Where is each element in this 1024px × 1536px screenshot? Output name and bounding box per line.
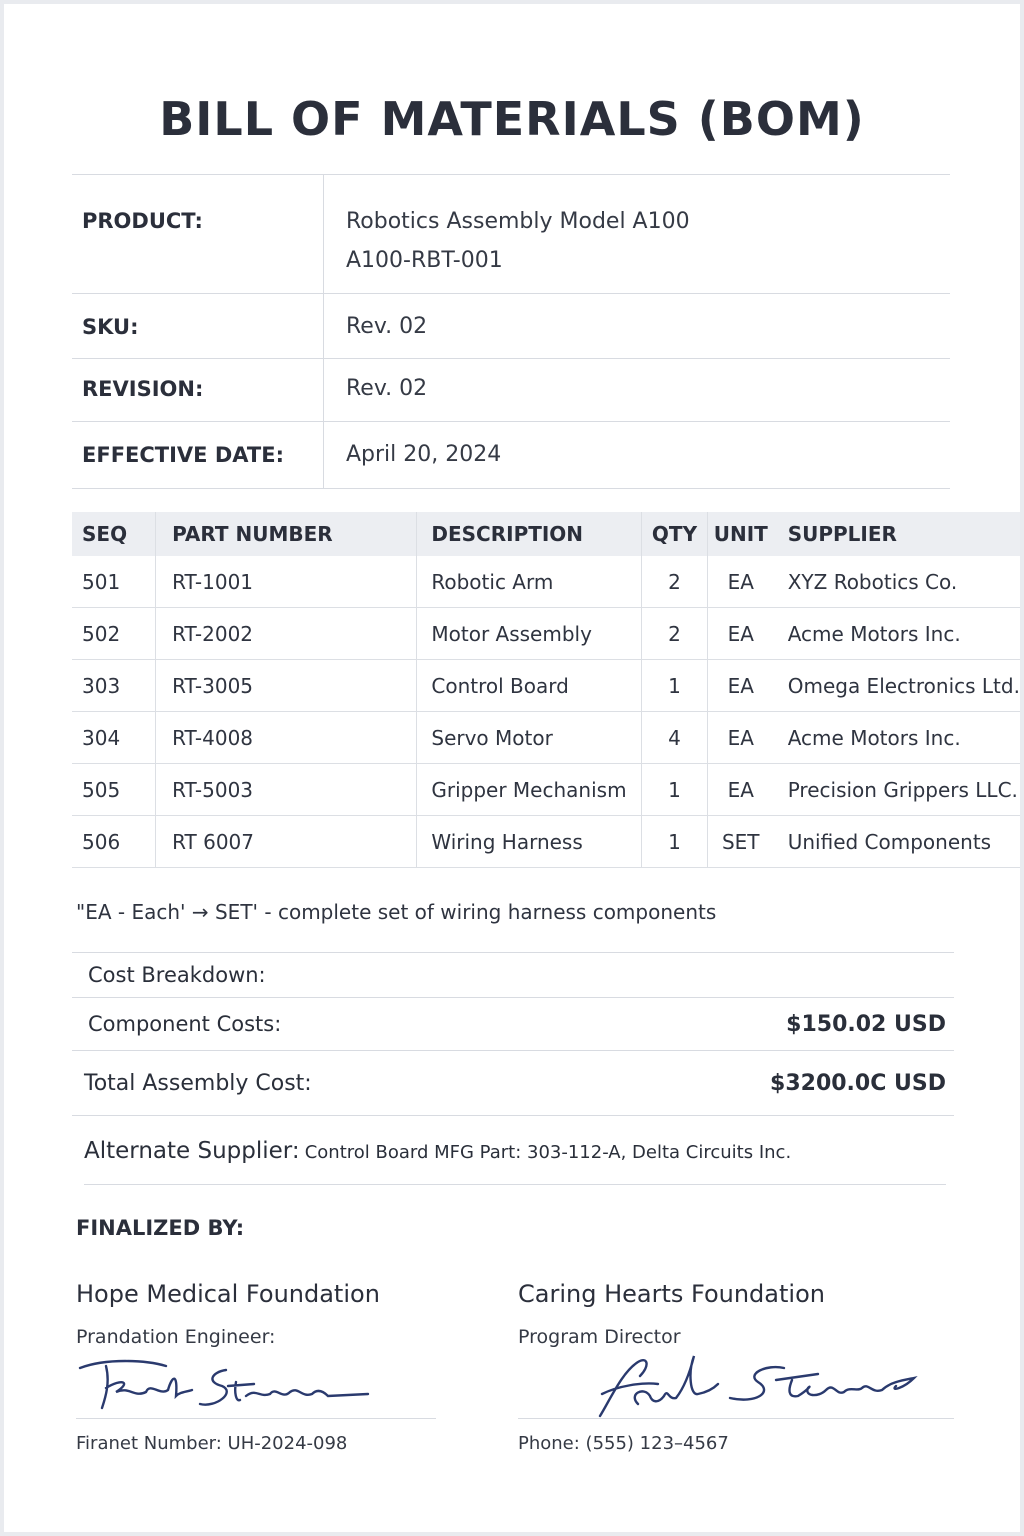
cell-supplier: Unified Components — [774, 816, 1020, 868]
cell-supplier: Acme Motors Inc. — [774, 712, 1020, 764]
signature-line — [76, 1352, 436, 1419]
table-row — [72, 660, 1020, 712]
cell-unit: EA — [707, 556, 773, 608]
cell-description: Gripper Mechanism — [417, 764, 642, 816]
cell-qty: 1 — [642, 816, 708, 868]
cell-description: Wiring Harness — [417, 816, 642, 868]
signer-contact: Firanet Number: UH-2024-098 — [76, 1433, 348, 1454]
cell-description: Control Board — [417, 660, 642, 712]
cell-seq: 303 — [72, 660, 156, 712]
effective-date-row — [72, 421, 950, 489]
product-value — [324, 175, 950, 293]
signer-contact: Phone: (555) 123–4567 — [518, 1433, 729, 1454]
table-row — [72, 764, 1020, 816]
signature-left — [76, 1352, 436, 1418]
cell-qty: 2 — [642, 556, 708, 608]
table-header-row — [72, 512, 1020, 556]
header-supplier: SUPPLIER — [774, 512, 1020, 556]
signature-line — [518, 1352, 954, 1419]
table-row — [72, 816, 1020, 868]
product-info-table — [72, 174, 950, 489]
cell-supplier: Precision Grippers LLC. — [774, 764, 1020, 816]
parts-table-wrapper — [72, 512, 1020, 868]
cell-supplier: Omega Electronics Ltd. — [774, 660, 1020, 712]
signer-org: Hope Medical Foundation — [76, 1280, 380, 1308]
header-qty: QTY — [642, 512, 708, 556]
cell-seq: 505 — [72, 764, 156, 816]
unit-note: "EA - Each' → SET' - complete set of wiring harness components — [76, 900, 717, 924]
header-part-number: PART NUMBER — [156, 512, 417, 556]
revision-value: Rev. 02 — [346, 376, 428, 401]
cost-heading: Cost Breakdown: — [88, 963, 266, 987]
alternate-supplier — [84, 1138, 946, 1185]
revision-row — [72, 358, 950, 421]
cell-qty: 1 — [642, 660, 708, 712]
product-name: Robotics Assembly Model A100 — [346, 209, 690, 234]
component-cost-row — [72, 997, 954, 1050]
cell-seq: 502 — [72, 608, 156, 660]
cell-unit: EA — [707, 712, 773, 764]
cell-part-number: RT-4008 — [156, 712, 417, 764]
cell-supplier: Acme Motors Inc. — [774, 608, 1020, 660]
effective-date-value: April 20, 2024 — [346, 442, 502, 467]
cell-qty: 2 — [642, 608, 708, 660]
cost-heading-row — [72, 952, 954, 997]
cell-unit: SET — [707, 816, 773, 868]
sku-value: Rev. 02 — [346, 314, 428, 339]
component-cost-value: $150.02 USD — [786, 1011, 946, 1037]
sku-row — [72, 293, 950, 358]
cell-seq: 501 — [72, 556, 156, 608]
cell-part-number: RT-3005 — [156, 660, 417, 712]
product-label: PRODUCT: — [72, 175, 324, 293]
cell-part-number: RT 6007 — [156, 816, 417, 868]
parts-table — [72, 512, 1020, 868]
product-row — [72, 174, 950, 293]
cell-supplier: XYZ Robotics Co. — [774, 556, 1020, 608]
cell-part-number: RT-1001 — [156, 556, 417, 608]
header-seq: SEQ — [72, 512, 156, 556]
revision-label: REVISION: — [72, 359, 324, 421]
cell-qty: 1 — [642, 764, 708, 816]
signer-left — [76, 1280, 436, 1454]
sku-label: SKU: — [72, 294, 324, 358]
effective-date-label: EFFECTIVE DATE: — [72, 422, 324, 488]
cell-description: Motor Assembly — [417, 608, 642, 660]
header-unit: UNIT — [707, 512, 773, 556]
signer-right — [518, 1280, 954, 1454]
signer-role: Prandation Engineer: — [76, 1326, 276, 1348]
document-title: BILL OF MATERIALS (BOM) — [159, 92, 865, 146]
cell-unit: EA — [707, 764, 773, 816]
alternate-supplier-value: Control Board MFG Part: 303-112-A, Delta Circuits Inc. — [304, 1142, 792, 1163]
alternate-supplier-label: Alternate Supplier: — [84, 1138, 300, 1164]
bom-document — [4, 4, 1020, 1532]
cell-seq: 506 — [72, 816, 156, 868]
signer-org: Caring Hearts Foundation — [518, 1280, 825, 1308]
signer-role: Program Director — [518, 1326, 681, 1348]
cell-seq: 304 — [72, 712, 156, 764]
table-row — [72, 556, 1020, 608]
cell-unit: EA — [707, 660, 773, 712]
total-cost-value: $3200.0C USD — [770, 1070, 946, 1096]
component-cost-label: Component Costs: — [88, 1012, 282, 1036]
cell-qty: 4 — [642, 712, 708, 764]
cell-part-number: RT-5003 — [156, 764, 417, 816]
cell-description: Robotic Arm — [417, 556, 642, 608]
total-cost-row — [72, 1050, 954, 1116]
cell-unit: EA — [707, 608, 773, 660]
table-row — [72, 608, 1020, 660]
cell-part-number: RT-2002 — [156, 608, 417, 660]
cell-description: Servo Motor — [417, 712, 642, 764]
table-row — [72, 712, 1020, 764]
total-cost-label: Total Assembly Cost: — [84, 1070, 312, 1096]
signature-right — [518, 1352, 954, 1418]
finalized-by-label: FINALIZED BY: — [76, 1216, 245, 1240]
header-description: DESCRIPTION — [417, 512, 642, 556]
cost-breakdown — [72, 952, 954, 1116]
product-code: A100-RBT-001 — [346, 248, 503, 273]
